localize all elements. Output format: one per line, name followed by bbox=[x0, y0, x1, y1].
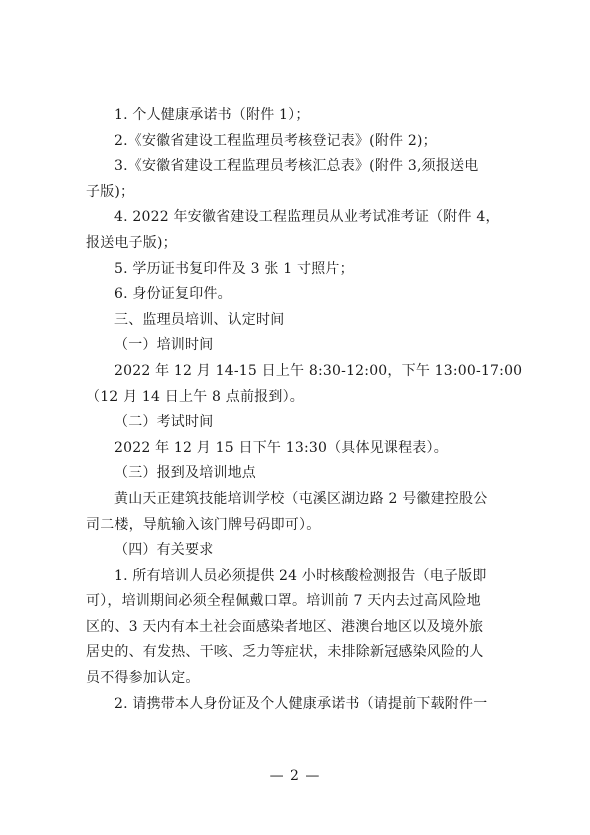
item-line-5: 5. 学历证书复印件及 3 张 1 寸照片； bbox=[114, 260, 354, 277]
requirement-1-line-4: 居史的、有发热、干咳、乏力等症状，未排除新冠感染风险的人 bbox=[86, 644, 484, 661]
item-line-3-cont: 子版)； bbox=[86, 183, 135, 200]
requirement-1-line-2: 可），培训期间必须全程佩戴口罩。培训前 7 天内去过高风险地 bbox=[86, 593, 481, 610]
item-line-3: 3.《安徽省建设工程监理员考核汇总表》(附件 3,须报送电 bbox=[114, 158, 479, 175]
exam-time-text: 2022 年 12 月 15 日下午 13:30（具体见课程表）。 bbox=[114, 439, 448, 456]
item-line-4-cont: 报送电子版)； bbox=[86, 234, 177, 251]
location-text: 黄山天正建筑技能培训学校（屯溪区湖边路 2 号徽建控股公 bbox=[114, 490, 488, 507]
requirement-1-line-5: 员不得参加认定。 bbox=[86, 670, 200, 687]
training-time-text: 2022 年 12 月 14-15 日上午 8:30-12:00，下午 13:00-17:00 bbox=[114, 362, 523, 379]
item-line-6: 6. 身份证复印件。 bbox=[114, 286, 232, 303]
document-body bbox=[86, 103, 526, 717]
subheading-location: （三）报到及培训地点 bbox=[114, 465, 256, 482]
section-heading-3: 三、监理员培训、认定时间 bbox=[114, 311, 285, 328]
location-text-cont: 司二楼，导航输入该门牌号码即可）。 bbox=[86, 516, 321, 533]
subheading-training-time: （一）培训时间 bbox=[114, 337, 214, 354]
requirement-1-line-3: 区的、3 天内有本土社会面感染者地区、港澳台地区以及境外旅 bbox=[86, 618, 484, 635]
subheading-exam-time: （二）考试时间 bbox=[114, 414, 214, 431]
subheading-requirements: （四）有关要求 bbox=[114, 542, 214, 559]
item-line-1: 1. 个人健康承诺书（附件 1）； bbox=[114, 107, 310, 123]
item-line-2: 2.《安徽省建设工程监理员考核登记表》(附件 2)； bbox=[114, 132, 437, 149]
page-number: — 2 — bbox=[269, 768, 321, 784]
requirement-2-line-1: 2. 请携带本人身份证及个人健康承诺书（请提前下载附件一 bbox=[114, 695, 488, 712]
item-line-4: 4. 2022 年安徽省建设工程监理员从业考试准考证（附件 4， bbox=[114, 209, 500, 226]
requirement-1-line-1: 1. 所有培训人员必须提供 24 小时核酸检测报告（电子版即 bbox=[114, 567, 487, 584]
training-time-text-cont: （12 月 14 日上午 8 点前报到）。 bbox=[86, 388, 304, 405]
